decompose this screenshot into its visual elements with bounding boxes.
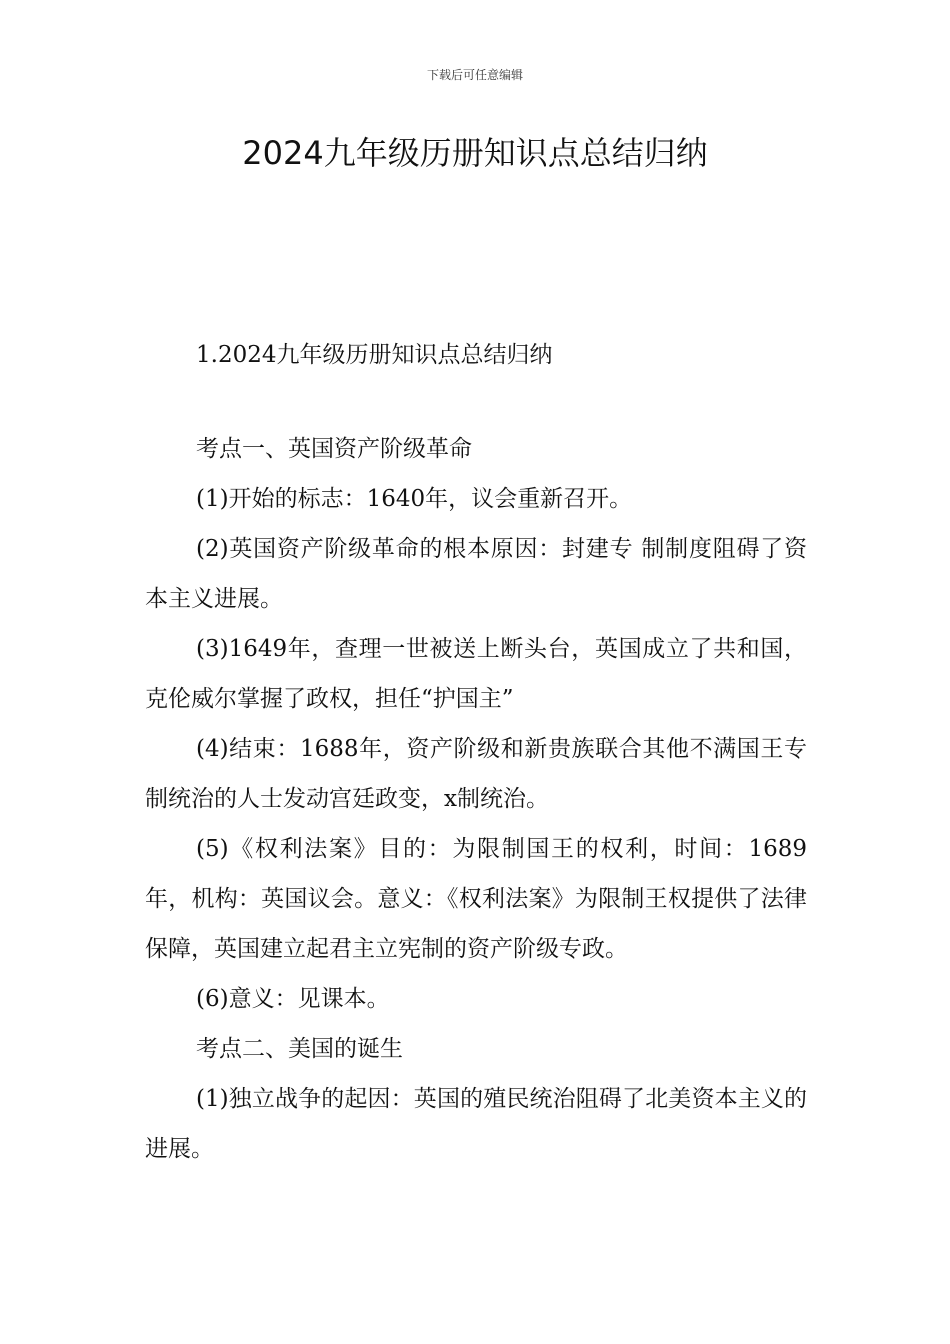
paragraph-1-2: (2)英国资产阶级革命的根本原因：封建专 制制度阻碍了资本主义进展。	[145, 536, 807, 612]
paragraph-1-3: (3)1649年，查理一世被送上断头台，英国成立了共和国，克伦威尔掌握了政权，担任“护国主”	[145, 636, 807, 712]
paragraph-1-4: (4)结束：1688年，资产阶级和新贵族联合其他不满国王专 制统治的人士发动宫廷政变，x制统治。	[145, 736, 807, 812]
section-title: 1.2024九年级历册知识点总结归纳	[196, 342, 553, 368]
document-body	[145, 424, 807, 1174]
paragraph-2-1: (1)独立战争的起因：英国的殖民统治阻碍了北美资本主义的进展。	[145, 1086, 807, 1162]
paragraph-1-1: (1)开始的标志：1640年，议会重新召开。	[196, 486, 633, 512]
paragraph-1-5: (5)《权利法案》目的：为限制国王的权利，时间：1689年，机构：英国议会。意义：《权利法案》为限制王权提供了法律保障，英国建立起君主立宪制的资产阶级专政。	[145, 836, 807, 962]
header-note: 下载后可任意编辑	[426, 68, 523, 82]
document-title: 2024九年级历册知识点总结归纳	[242, 134, 708, 172]
paragraph-topic-1: 考点一、英国资产阶级革命	[196, 436, 472, 462]
paragraph-1-6: (6)意义：见课本。	[196, 986, 390, 1012]
paragraph-topic-2: 考点二、美国的诞生	[196, 1036, 403, 1062]
